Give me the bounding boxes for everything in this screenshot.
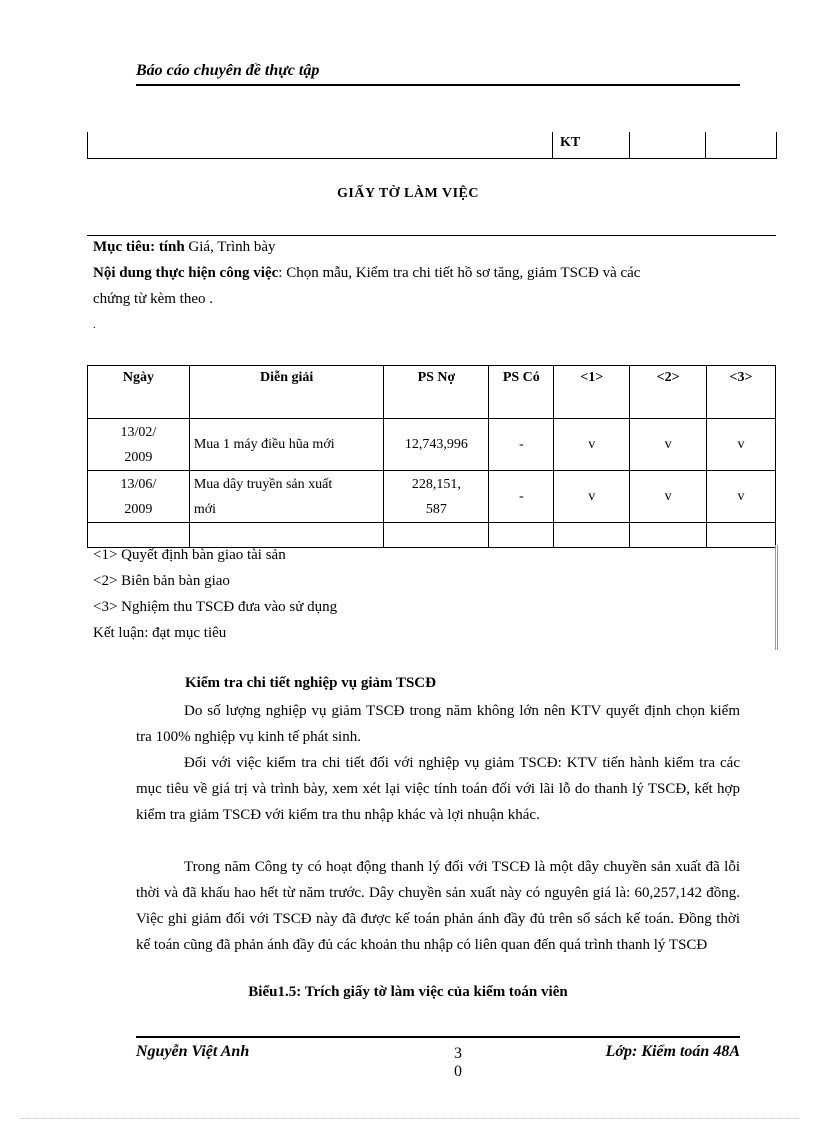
empty-cell xyxy=(707,523,776,548)
working-paper-title: GIẤY TỜ LÀM VIỆC xyxy=(337,186,479,201)
content-value: : Chọn mẫu, Kiểm tra chi tiết hồ sơ tăng, giảm TSCĐ và các xyxy=(278,265,641,281)
col-header-check-3: <3> xyxy=(707,366,776,419)
credit-cell: - xyxy=(489,471,554,523)
paragraph-1: Do số lượng nghiệp vụ giảm TSCĐ trong năm không lớn nên KTV quyết định chọn kiểm tra 100% nghiệp vụ kinh tế phát sinh. xyxy=(136,703,740,745)
table-side-border xyxy=(775,545,778,650)
footer-class: Lớp: Kiểm toán 48A xyxy=(605,1043,740,1060)
header-title: Báo cáo chuyên đề thực tập xyxy=(136,62,320,79)
check-cell: v xyxy=(630,471,707,523)
objective-label: Mục tiêu: tính xyxy=(93,239,185,255)
check-cell: v xyxy=(707,471,776,523)
note-3: <3> Nghiệm thu TSCĐ đưa vào sử dụng xyxy=(93,599,338,615)
col-header-description: Diễn giải xyxy=(189,366,384,419)
content-line xyxy=(93,260,640,286)
page-number xyxy=(448,1045,468,1081)
date-part: 2009 xyxy=(124,501,153,517)
debit-value: 12,743,996 xyxy=(404,437,468,452)
empty-cell xyxy=(554,523,630,548)
table-divider xyxy=(629,132,630,158)
kt-cell: KT xyxy=(560,135,581,150)
paragraph-2: Đối với việc kiểm tra chi tiết đối với nghiệp vụ giảm TSCĐ: KTV tiến hành kiểm tra các mục tiêu về giá trị và trình bày, xem xét lại việc tính toán đối với lãi lỗ do thanh lý TSCĐ, kết hợp kiểm tra giảm TSCĐ với kiểm tra thu nhập khác và lợi nhuận khác. xyxy=(136,755,740,823)
description-cell xyxy=(189,419,384,471)
empty-cell xyxy=(630,523,707,548)
note-2: <2> Biên bản bàn giao xyxy=(93,573,230,589)
table-divider xyxy=(776,132,777,158)
working-paper-table xyxy=(87,365,776,548)
note-1: <1> Quyết định bàn giao tài sản xyxy=(93,547,286,563)
footer-rule xyxy=(136,1036,740,1038)
debit-value: 587 xyxy=(425,501,447,517)
table-header-row xyxy=(88,366,776,419)
content-line-2: chứng từ kèm theo . xyxy=(93,291,213,307)
credit-cell: - xyxy=(489,419,554,471)
debit-cell xyxy=(384,419,489,471)
date-part: 13/06/ xyxy=(120,476,157,492)
col-header-check-1: <1> xyxy=(554,366,630,419)
description-text: Mua dây truyền sản xuất xyxy=(193,476,333,492)
date-part: 13/02/ xyxy=(120,424,157,440)
col-header-credit: PS Có xyxy=(489,366,554,419)
content-label: Nội dung thực hiện công việc xyxy=(93,265,279,281)
page-digit: 0 xyxy=(454,1063,462,1080)
table-divider xyxy=(705,132,706,158)
table-divider xyxy=(552,132,553,158)
paragraph-3: Trong năm Công ty có hoạt động thanh lý đối với TSCĐ là một dây chuyền sản xuất đã lỗi thời và đã khấu hao hết từ năm trước. Dây chuyền sản xuất này có nguyên giá là: 60,257,142 đồng. Việc ghi giảm đối với TSCĐ này đã được kế toán phản ánh đầy đủ trên sổ sách kế toán. Đồng thời kế toán cũng đã phản ánh đầy đủ các khoản thu nhập có liên quan đến quá trình thanh lý TSCĐ xyxy=(136,859,740,953)
previous-table-fragment xyxy=(87,132,777,159)
page-digit: 3 xyxy=(454,1045,462,1062)
col-header-debit: PS Nợ xyxy=(384,366,489,419)
date-cell xyxy=(88,419,190,471)
table-row xyxy=(88,419,776,471)
check-cell: v xyxy=(554,471,630,523)
description-text: Mua 1 máy điều hũa mới xyxy=(193,437,335,452)
footer-author: Nguyễn Việt Anh xyxy=(136,1043,250,1060)
col-header-check-2: <2> xyxy=(630,366,707,419)
stray-dot: . xyxy=(93,319,96,331)
table-row xyxy=(88,471,776,523)
description-text: mới xyxy=(193,501,217,517)
check-cell: v xyxy=(554,419,630,471)
objective-value: Giá, Trình bày xyxy=(184,239,276,255)
date-part: 2009 xyxy=(124,449,153,465)
check-cell: v xyxy=(707,419,776,471)
debit-cell xyxy=(384,471,489,523)
header-rule xyxy=(136,84,740,86)
empty-cell xyxy=(384,523,489,548)
check-cell: v xyxy=(630,419,707,471)
figure-caption: Biểu1.5: Trích giấy tờ làm việc của kiểm toán viên xyxy=(248,984,568,1000)
col-header-date: Ngày xyxy=(88,366,190,419)
objective-line xyxy=(93,234,276,260)
section-heading: Kiểm tra chi tiết nghiệp vụ giảm TSCĐ xyxy=(185,675,436,691)
description-cell xyxy=(189,471,384,523)
conclusion: Kết luận: đạt mục tiêu xyxy=(93,625,227,641)
date-cell xyxy=(88,471,190,523)
page-bottom-divider xyxy=(20,1118,800,1119)
debit-value: 228,151, xyxy=(411,476,461,492)
empty-cell xyxy=(489,523,554,548)
